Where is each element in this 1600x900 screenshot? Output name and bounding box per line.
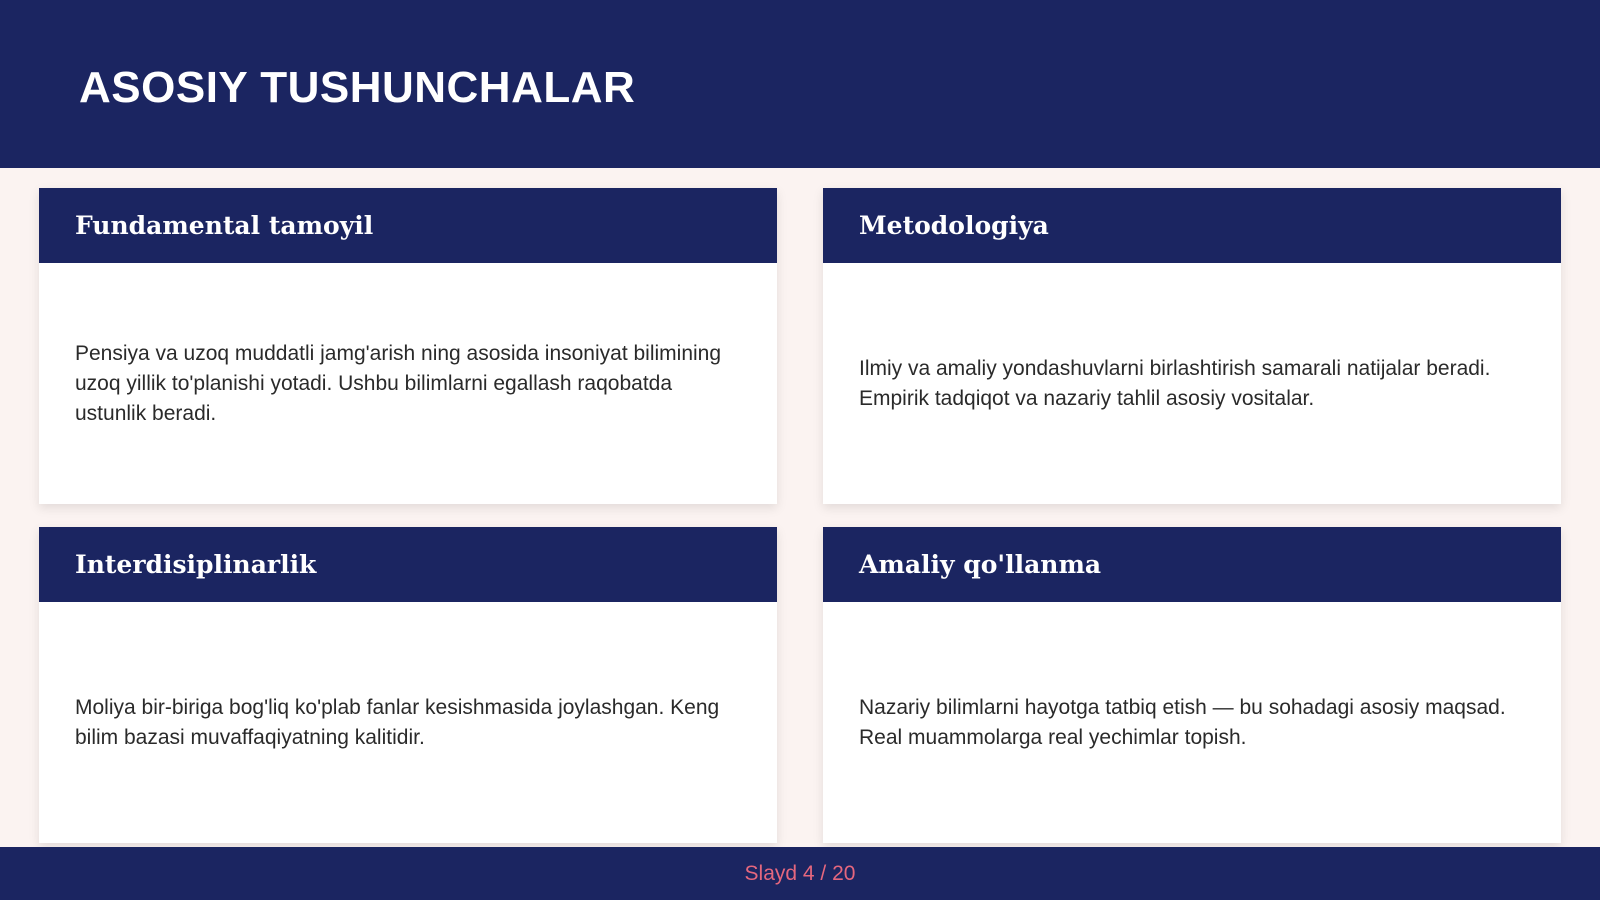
card-header [823,188,1561,263]
concept-card-practical [823,527,1561,843]
card-title: Amaliy qo'llanma [859,550,1102,579]
card-text: Moliya bir-biriga bog'liq ko'plab fanlar kesishmasida joylashgan. Keng bilim bazasi muvaffaqiyatning kalitidir. [75,695,720,749]
card-body [823,263,1561,504]
footer-bar [0,847,1600,900]
concept-card-methodology [823,188,1561,504]
header-bar [0,0,1600,168]
card-text: Pensiya va uzoq muddatli jamg'arish ning asosida insoniyat bilimining uzoq yillik to'planishi yotadi. Ushbu bilimlarni egallash raqobatda ustunlik beradi. [75,341,722,425]
card-header [39,527,777,602]
card-body [39,263,777,504]
card-body [823,602,1561,843]
card-header [823,527,1561,602]
card-body [39,602,777,843]
concept-card-interdisciplinary [39,527,777,843]
card-title: Interdisiplinarlik [75,550,317,579]
card-text: Nazariy bilimlarni hayotga tatbiq etish — bu sohadagi asosiy maqsad. Real muammolarga real yechimlar topish. [859,695,1506,749]
concept-card-fundamental [39,188,777,504]
card-header [39,188,777,263]
card-title: Metodologiya [859,211,1049,240]
slide-counter: Slayd 4 / 20 [744,861,856,885]
card-title: Fundamental tamoyil [75,211,374,240]
card-text: Ilmiy va amaliy yondashuvlarni birlashtirish samarali natijalar beradi. Empirik tadqiqot va nazariy tahlil asosiy vositalar. [859,356,1491,410]
page-title: ASOSIY TUSHUNCHALAR [79,63,636,112]
